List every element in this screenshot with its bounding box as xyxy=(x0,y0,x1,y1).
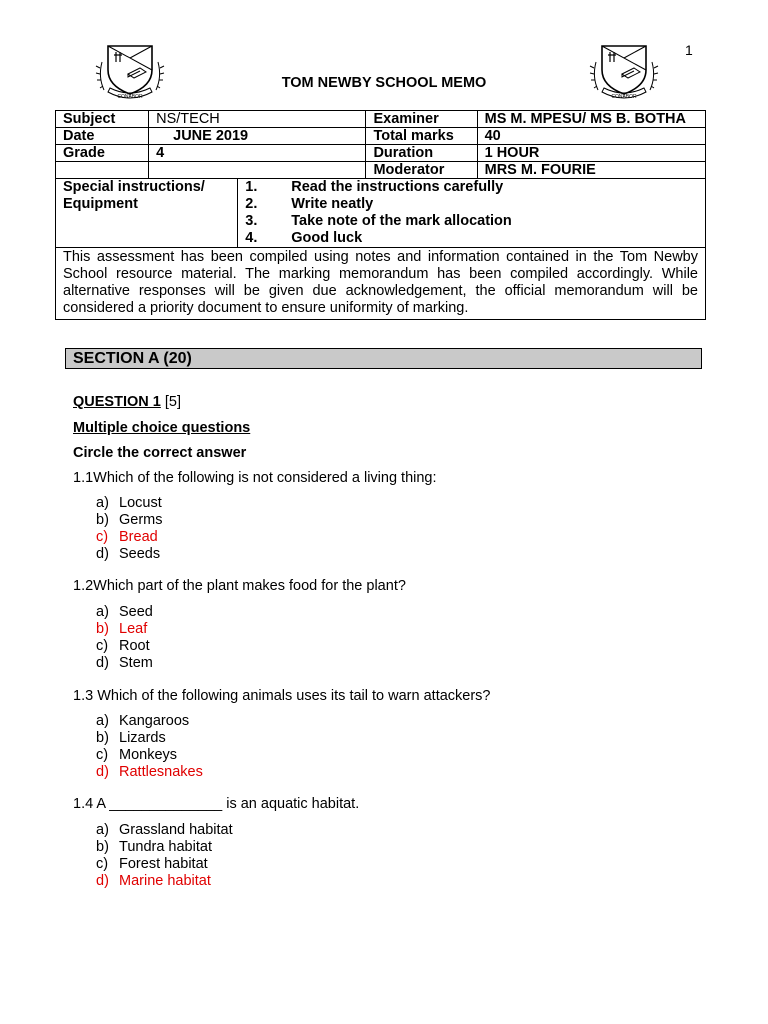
table-row xyxy=(56,179,706,248)
option-a[interactable]: a) Kangaroos xyxy=(96,713,190,729)
moderator-label: Moderator xyxy=(366,162,477,179)
section-a-heading: SECTION A (20) xyxy=(65,348,702,369)
table-row xyxy=(56,162,706,179)
question-1-subheading: Multiple choice questions xyxy=(73,420,251,436)
question-1-instruction: Circle the correct answer xyxy=(73,445,247,461)
table-row xyxy=(56,145,706,162)
option-a[interactable]: a) Locust xyxy=(96,495,162,511)
list-item: 2. Write neatly xyxy=(245,196,374,212)
option-a[interactable]: a) Seed xyxy=(96,604,153,620)
option-c-correct[interactable]: c) Bread xyxy=(96,529,158,545)
question-1-heading: QUESTION 1 [5] xyxy=(73,394,181,410)
school-crest-logo-right xyxy=(588,42,660,102)
crest-motto-left: CONABOR xyxy=(117,94,143,100)
assessment-note: This assessment has been compiled using notes and information contained in the Tom Newby School resource material. The marking memorandum has been compiled accordingly. While alternative responses will be given due acknowledgement, the official memorandum will be considered a priority document to ensure uniformity of marking. xyxy=(56,248,706,320)
exam-info-table xyxy=(55,110,706,320)
grade-value: 4 xyxy=(149,145,366,162)
examiner-label: Examiner xyxy=(366,111,477,128)
question-1-2-options xyxy=(96,604,153,672)
subject-label: Subject xyxy=(56,111,149,128)
question-1-2-text: 1.2Which part of the plant makes food for the plant? xyxy=(73,578,406,594)
list-item: 4. Good luck xyxy=(245,230,363,246)
question-1-1-text: 1.1Which of the following is not considered a living thing: xyxy=(73,470,437,486)
table-row xyxy=(56,111,706,128)
date-value: JUNE 2019 xyxy=(149,128,366,145)
empty-cell xyxy=(56,162,149,179)
option-d[interactable]: d) Seeds xyxy=(96,546,161,562)
question-1-1-options xyxy=(96,495,163,563)
school-crest-logo-left xyxy=(94,42,166,102)
option-a[interactable]: a) Grassland habitat xyxy=(96,822,233,838)
option-c[interactable]: c) Root xyxy=(96,638,150,654)
subject-value: NS/TECH xyxy=(149,111,366,128)
duration-label: Duration xyxy=(366,145,477,162)
option-b[interactable]: b) Lizards xyxy=(96,730,166,746)
special-instructions-label: Special instructions/ Equipment xyxy=(56,179,238,248)
table-row xyxy=(56,128,706,145)
question-1-3-text: 1.3 Which of the following animals uses its tail to warn attackers? xyxy=(73,688,491,704)
examiner-value: MS M. MPESU/ MS B. BOTHA xyxy=(477,111,705,128)
total-marks-label: Total marks xyxy=(366,128,477,145)
list-item: 3. Take note of the mark allocation xyxy=(245,213,512,229)
grade-label: Grade xyxy=(56,145,149,162)
question-1-3-options xyxy=(96,713,203,781)
option-b[interactable]: b) Tundra habitat xyxy=(96,839,212,855)
option-b[interactable]: b) Germs xyxy=(96,512,163,528)
moderator-value: MRS M. FOURIE xyxy=(477,162,705,179)
option-c[interactable]: c) Forest habitat xyxy=(96,856,208,872)
option-c[interactable]: c) Monkeys xyxy=(96,747,178,763)
option-d-correct[interactable]: d) Rattlesnakes xyxy=(96,764,203,780)
option-d-correct[interactable]: d) Marine habitat xyxy=(96,873,211,889)
total-marks-value: 40 xyxy=(477,128,705,145)
question-1-4-text: 1.4 A ______________ is an aquatic habitat. xyxy=(73,796,360,812)
list-item: 1. Read the instructions carefully xyxy=(245,179,504,195)
question-1-4-options xyxy=(96,822,233,890)
option-d[interactable]: d) Stem xyxy=(96,655,153,671)
duration-value: 1 HOUR xyxy=(477,145,705,162)
page-number: 1 xyxy=(685,42,693,58)
page-title: TOM NEWBY SCHOOL MEMO xyxy=(281,75,487,91)
empty-cell xyxy=(149,162,366,179)
instructions-list xyxy=(245,179,698,247)
instructions-cell xyxy=(238,179,706,248)
crest-motto-right: CONABOR xyxy=(611,94,637,100)
option-b-correct[interactable]: b) Leaf xyxy=(96,621,148,637)
date-label: Date xyxy=(56,128,149,145)
table-row xyxy=(56,248,706,320)
